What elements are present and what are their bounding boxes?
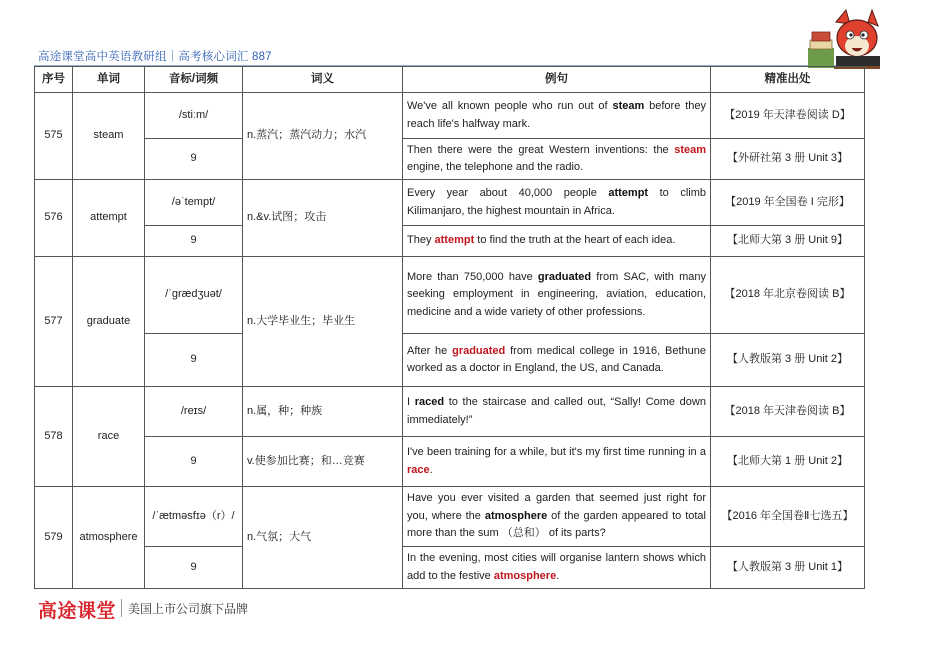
entry-frequency: 9 [145,437,243,487]
keyword-highlight: attempt [434,234,475,247]
col-header-phonetic: 音标/词频 [145,67,243,93]
example-sentence: Have you ever visited a garden that seemed just right for you, where the atmosphere of the garden appeared to total more than the sum （总和） of its parts? [403,487,711,547]
entry-meaning: n.气氛；大气 [243,487,403,589]
col-header-word: 单词 [73,67,145,93]
table-row [35,226,865,257]
table-row [35,257,865,334]
brand-tagline: 美国上市公司旗下品牌 [128,602,249,616]
entry-phonetic: /stiːm/ [145,93,243,139]
mascot-illustration [806,8,880,70]
example-sentence: They attempt to find the truth at the heart of each idea. [403,226,711,257]
table-row [35,547,865,589]
col-header-example: 例句 [403,67,711,93]
page-header-title: 高途课堂高中英语教研组｜高考核心词汇 887 [38,51,272,63]
keyword-highlight: graduated [452,344,506,357]
example-sentence: I raced to the staircase and called out, “Sally! Come down immediately!” [403,387,711,437]
table-row [35,139,865,180]
example-sentence: I've been training for a while, but it's my first time running in a race. [403,437,711,487]
example-source: 【北师大第 3 册 Unit 9】 [711,226,865,257]
entry-meaning: n.&v.试图；攻击 [243,180,403,257]
example-sentence: More than 750,000 have graduated from SAC, with many seeking employment in engineering, aviation, education, medicine and a wide variety of other professions. [403,257,711,334]
example-source: 【2018 年北京卷阅读 B】 [711,257,865,334]
col-header-number: 序号 [35,67,73,93]
entry-phonetic: /ˈɡrædʒuət/ [145,257,243,334]
entry-number: 579 [35,487,73,589]
example-sentence: After he graduated from medical college in 1916, Bethune worked as a doctor in England, the US, and Canada. [403,334,711,387]
col-header-meaning: 词义 [243,67,403,93]
example-source: 【2019 年天津卷阅读 D】 [711,93,865,139]
col-header-source: 精准出处 [711,67,865,93]
example-sentence: Then there were the great Western inventions: the steam engine, the telephone and the radio. [403,139,711,180]
table-row [35,387,865,437]
entry-meaning: n.蒸汽；蒸汽动力；水汽 [243,93,403,180]
example-sentence: In the evening, most cities will organise lantern shows which add to the festive atmosphere. [403,547,711,589]
entry-word: atmosphere [73,487,145,589]
table-row [35,93,865,139]
table-row [35,487,865,547]
table-header-row [35,67,865,93]
keyword: attempt [608,187,649,199]
entry-phonetic: /ˈætməsfɪə（r）/ [145,487,243,547]
keyword: atmosphere [484,509,548,522]
entry-number: 575 [35,93,73,180]
table-row [35,180,865,226]
example-source: 【人教版第 3 册 Unit 1】 [711,547,865,589]
entry-word: attempt [73,180,145,257]
entry-frequency: 9 [145,139,243,180]
table-row [35,437,865,487]
example-source: 【2016 年全国卷Ⅱ七选五】 [711,487,865,547]
entry-meaning: v.使参加比赛；和…竞赛 [243,437,403,487]
brand-logo: 高途课堂 [38,601,117,622]
example-source: 【北师大第 1 册 Unit 2】 [711,437,865,487]
example-source: 【外研社第 3 册 Unit 3】 [711,139,865,180]
example-sentence: Every year about 40,000 people attempt to climb Kilimanjaro, the highest mountain in Africa. [403,180,711,226]
example-source: 【2018 年天津卷阅读 B】 [711,387,865,437]
keyword: steam [612,100,645,112]
entry-phonetic: /əˈtempt/ [145,180,243,226]
table-row [35,334,865,387]
entry-frequency: 9 [145,547,243,589]
footer-divider [121,599,122,617]
entry-number: 578 [35,387,73,487]
example-sentence: We've all known people who run out of steam before they reach life's halfway mark. [403,93,711,139]
entry-word: graduate [73,257,145,387]
entry-meaning: n.大学毕业生；毕业生 [243,257,403,387]
entry-frequency: 9 [145,226,243,257]
entry-frequency: 9 [145,334,243,387]
entry-word: race [73,387,145,487]
keyword-highlight: race [407,463,430,476]
keyword: raced [414,396,445,408]
example-source: 【人教版第 3 册 Unit 2】 [711,334,865,387]
keyword-highlight: atmosphere [493,569,557,582]
keyword-highlight: steam [674,143,706,156]
entry-word: steam [73,93,145,180]
entry-meaning: n.属，种；种族 [243,387,403,437]
vocabulary-table [34,66,865,589]
example-source: 【2019 年全国卷 I 完形】 [711,180,865,226]
entry-number: 577 [35,257,73,387]
entry-phonetic: /reɪs/ [145,387,243,437]
entry-number: 576 [35,180,73,257]
keyword: graduated [537,270,592,283]
